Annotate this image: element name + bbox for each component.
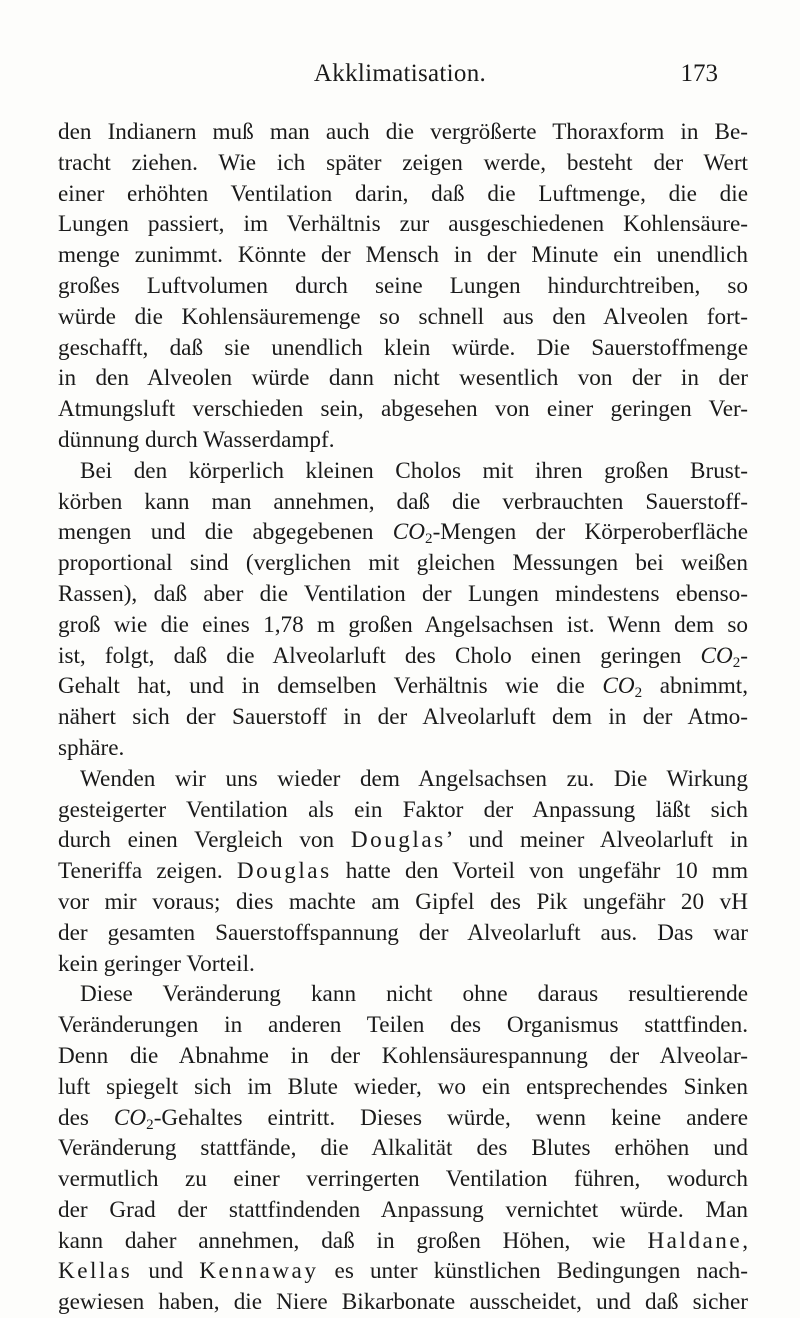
text-run: kein geringer Vorteil. [58,950,255,977]
subscript: 2 [146,1116,154,1133]
chemical-formula: CO [700,642,733,669]
text-run: Diese Veränderung kann nicht ohne daraus resultierende [80,981,748,1008]
text-line [58,1103,748,1134]
text-run: luft spiegelt sich im Blute wieder, wo ein entsprechendes Sinken [58,1073,748,1100]
chemical-formula: CO [113,1104,147,1131]
text-run: Denn die Abnahme in der Kohlensäurespannung der Alveolar- [58,1042,748,1069]
text-run: kann daher annehmen, daß in großen Höhen, wie [58,1227,648,1254]
text-run: Bei den körperlich kleinen Cholos mit ihren großen Brust- [80,457,748,484]
text-run: in den Alveolen würde dann nicht wesentlich von der in der [58,365,748,392]
text-line [58,1133,748,1164]
text-run: ist, folgt, daß die Alveolarluft des Cholo einen geringen [58,642,701,669]
text-line [58,979,748,1010]
text-line [58,271,748,302]
text-line [58,887,748,918]
text-line [58,363,748,394]
text-line [58,1226,748,1257]
chemical-formula: CO [392,519,426,546]
text-line [58,702,748,733]
text-run: Wenden wir uns wieder dem Angelsachsen zu. Die Wirkung [80,765,748,792]
text-run: der Grad der stattfindenden Anpassung vernichtet würde. Man [58,1196,748,1223]
text-run: abnimmt, [642,673,749,700]
text-run: vermutlich zu einer verringerten Ventilation führen, wodurch [58,1166,748,1193]
text-line [58,1195,748,1226]
text-run: - [740,642,748,669]
text-run: vor mir voraus; dies machte am Gipfel des Pik ungefähr 20 vH [58,888,748,915]
subscript: 2 [732,654,741,671]
text-run: sphäre. [58,734,125,761]
text-run: Rassen), daß aber die Ventilation der Lungen mindestens ebenso- [58,580,748,607]
subscript: 2 [425,531,433,548]
text-line [58,117,748,148]
text-run: des [58,1104,114,1131]
text-run: Atmungsluft verschieden sein, abgesehen von einer geringen Ver- [58,396,748,423]
text-line [58,1041,748,1072]
text-run: proportional sind (verglichen mit gleichen Messungen bei weißen [58,550,748,577]
text-run: Lungen passiert, im Verhältnis zur ausgeschiedenen Kohlensäure- [58,211,748,238]
text-run: den Indianern muß man auch die vergrößerte Thoraxform in Be- [58,119,748,145]
text-run: und [132,1258,200,1285]
text-line [58,1164,748,1195]
text-line [58,240,748,271]
text-line [58,1256,748,1287]
text-run: großes Luftvolumen durch seine Lungen hindurchtreiben, so [58,272,748,299]
text-run: durch einen Vergleich von [58,827,351,854]
text-line [58,1072,748,1103]
text-run: Teneriffa zeigen. [58,858,237,885]
body-text [58,117,748,1318]
author-name: Haldane [647,1227,743,1254]
text-run: würde die Kohlensäuremenge so schnell aus den Alveolen fort- [58,303,748,330]
text-run: tracht ziehen. Wie ich später zeigen werde, besteht der Wert [58,149,748,176]
text-run: nähert sich der Sauerstoff in der Alveolarluft dem in der Atmo- [58,704,748,731]
text-run: geschafft, daß sie unendlich klein würde. Die Sauerstoffmenge [58,334,748,361]
chemical-formula: CO [602,673,635,700]
text-line [58,302,748,333]
text-line [58,949,748,980]
text-line [58,1010,748,1041]
text-line [58,1287,748,1318]
author-name: Douglas [236,858,332,885]
text-line [58,610,748,641]
text-run: einer erhöhten Ventilation darin, daß die Luftmenge, die die [58,180,748,207]
text-run: mengen und die abgegebenen [58,519,393,546]
text-line [58,856,748,887]
text-line [58,795,748,826]
text-run: körben kann man annehmen, daß die verbrauchten Sauerstoff- [58,488,748,515]
text-line [58,148,748,179]
running-head [0,60,800,100]
text-run: Veränderungen in anderen Teilen des Organismus stattfinden. [58,1012,748,1039]
text-run: ’ und meiner Alveolarluft in [445,827,748,854]
text-run: Gehalt hat, und in demselben Verhältnis wie die [58,673,603,700]
text-line [58,456,748,487]
text-run: gewiesen haben, die Niere Bikarbonate ausscheidet, und daß sicher [58,1289,748,1316]
author-name: Kellas [58,1258,133,1285]
text-run: hatte den Vorteil von ungefähr 10 mm [331,858,748,885]
text-line [58,517,748,548]
text-line [58,394,748,425]
text-run: es unter künstlichen Bedingungen nach- [318,1258,748,1285]
text-line [58,333,748,364]
text-line [58,671,748,702]
author-name: Kennaway [199,1258,319,1285]
text-run: -Mengen der Körperoberfläche [432,519,749,546]
text-line [58,425,748,456]
text-run: -Gehaltes eintritt. Dieses würde, wenn keine andere [153,1104,748,1131]
text-line [58,548,748,579]
text-line [58,825,748,856]
text-run: , [742,1227,748,1254]
text-run: menge zunimmt. Könnte der Mensch in der Minute ein unendlich [58,242,748,269]
chapter-title: Akklimatisation. [313,60,487,87]
author-name: Douglas [350,827,446,854]
text-line [58,579,748,610]
text-run: dünnung durch Wasserdampf. [58,426,335,453]
text-line [58,918,748,949]
text-run: der gesamten Sauerstoffspannung der Alveolarluft aus. Das war [58,919,748,946]
text-line [58,179,748,210]
text-run: Veränderung stattfände, die Alkalität des Blutes erhöhen und [58,1135,748,1162]
text-line [58,641,748,672]
text-run: gesteigerter Ventilation als ein Faktor der Anpassung läßt sich [58,796,748,823]
subscript: 2 [634,685,643,702]
text-run: groß wie die eines 1,78 m großen Angelsachsen ist. Wenn dem so [58,611,748,638]
text-line [58,487,748,518]
text-line [58,764,748,795]
text-line [58,209,748,240]
page-number: 173 [680,60,718,87]
text-line [58,733,748,764]
